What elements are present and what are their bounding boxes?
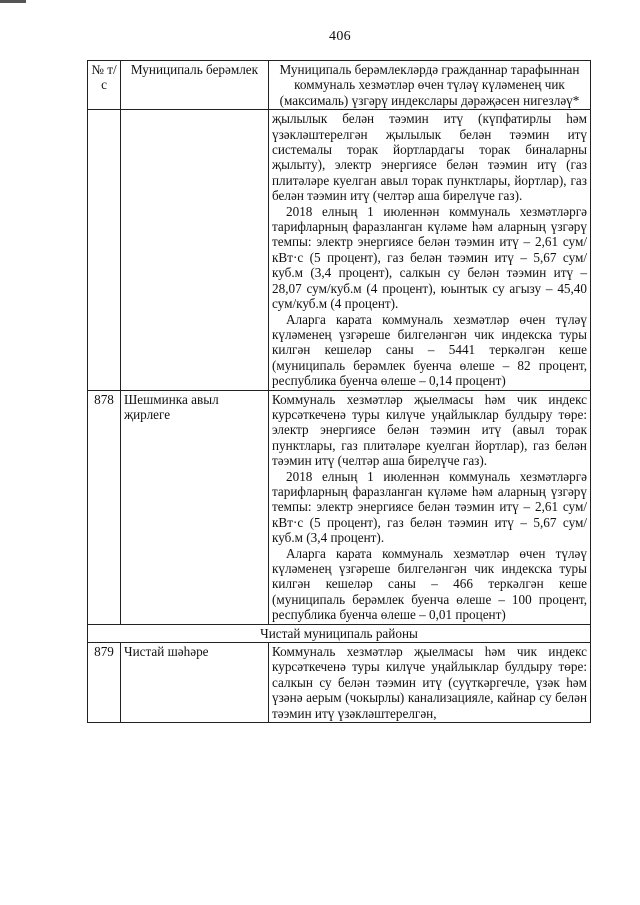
paragraph: Коммуналь хезмәтләр җыелмасы һәм чик индекс курсәткеченә туры килүче уңайлыклар булдыру төре: салкын су белән тәэмин итү (суүткәргечле, үзәк һәм үзәнә аерым (чокырлы) канализацияле, кайнар су белән тәэмин итү үзәкләштерелгән, (272, 644, 587, 721)
table-row (88, 643, 591, 723)
page-number: 406 (329, 29, 351, 44)
row-description (269, 110, 591, 390)
paragraph: җылылык белән тәэмин итү (күпфатирлы һәм үзәкләштерелгән җылылык белән тәэмин итү системалы торак йортлардагы торак биналарны җылыту), электр энергиясе белән тәэмин итү (газ плитәләре куелган авыл торак пунктлары, йортлар), газ белән тәэмин итү (челтәр аша бирелүче газ). (272, 111, 587, 204)
paragraph: Аларга карата коммуналь хезмәтләр өчен түләү күләменең үзгәреше билгеләнгән чик индекска туры килгән кешеләр саны – 5441 теркәлгән кеше (муниципаль берәмлек буенча өлеше – 82 процент, республика буенча өлеше – 0,14 процент) (272, 311, 587, 389)
header-municipality: Муниципаль берәмлек (121, 61, 269, 110)
header-description: Муниципаль берәмлекләрдә гражданнар тарафыннан коммуналь хезмәтләр өчен түләү күләменең чик (максималь) үзгәрү индекслары дәрәҗәсен нигезләү* (269, 61, 591, 110)
row-description (269, 390, 591, 624)
paragraph: 2018 елның 1 июленнән коммуналь хезмәтләргә тарифларның фаразланган күләме һәм аларның үзгәрү темпы: электр энергиясе белән тәэмин итү – 2,61 сум/кВт·с (5 процент), газ белән тәэмин итү – 5,67 сум/куб.м (3,4 процент). (272, 468, 587, 546)
row-number (88, 110, 121, 390)
row-municipality: Шешминка авыл җирлеге (121, 390, 269, 624)
row-number: 878 (88, 390, 121, 624)
section-row (88, 624, 591, 642)
paragraph: Коммуналь хезмәтләр җыелмасы һәм чик индекс курсәткеченә туры килүче уңайлыклар булдыру төре: электр энергиясе белән тәэмин итү (авыл торак пунктлары, газ плитәләре куелган йортлар), газ белән тәэмин итү (челтәр аша бирелүче газ). (272, 391, 587, 469)
section-title: Чистай муниципаль районы (88, 624, 591, 642)
table-row (88, 110, 591, 390)
header-number: № т/с (88, 61, 121, 110)
table-row (88, 390, 591, 624)
row-description (269, 643, 591, 723)
row-number: 879 (88, 643, 121, 723)
paragraph: 2018 елның 1 июленнән коммуналь хезмәтләргә тарифларның фаразланган күләме һәм аларның үзгәрү темпы: электр энергиясе белән тәэмин итү – 2,61 сум/кВт·с (5 процент), газ белән тәэмин итү – 5,67 сум/куб.м (3,4 процент), салкын су белән тәэмин итү – 28,07 сум/куб.м (4 процент), юынтык су агызу – 45,40 сум/куб.м (4 процент). (272, 203, 587, 312)
row-municipality: Чистай шәһәре (121, 643, 269, 723)
paragraph: Аларга карата коммуналь хезмәтләр өчен түләү күләменең үзгәреше билгеләнгән чик индекска туры килгән кешеләр саны – 466 теркәлгән кеше (муниципаль берәмлек буенча өлеше – 100 процент, республика буенча өлеше – 0,01 процент) (272, 545, 587, 623)
table-header-row (88, 61, 591, 110)
row-municipality (121, 110, 269, 390)
tariff-table (87, 60, 591, 723)
scan-edge-mark (0, 0, 26, 3)
